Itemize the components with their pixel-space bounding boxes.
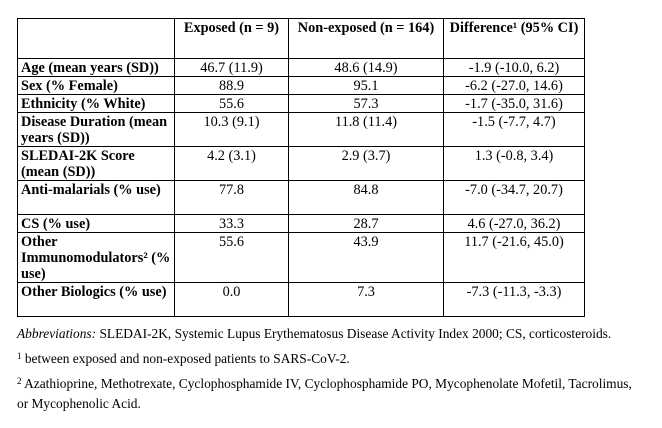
table-row-other-immunomodulators [18, 233, 585, 283]
nonexposed-value: 43.9 [289, 233, 444, 283]
table-row-sex [18, 77, 585, 95]
row-label: Age (mean years (SD)) [18, 59, 175, 77]
table-row-sledai [18, 147, 585, 181]
table-row-other-biologics [18, 283, 585, 317]
exposed-value: 46.7 (11.9) [175, 59, 289, 77]
footnote-1-marker: 1 [17, 351, 22, 361]
abbreviations-label: Abbreviations: [17, 326, 97, 341]
footnote-2-marker: 2 [17, 376, 22, 386]
table-row-age [18, 59, 585, 77]
abbreviations-note [17, 324, 646, 344]
empty-header-cell [18, 19, 175, 59]
exposed-value: 10.3 (9.1) [175, 113, 289, 147]
nonexposed-value: 48.6 (14.9) [289, 59, 444, 77]
difference-value: -6.2 (-27.0, 14.6) [444, 77, 585, 95]
difference-value: -1.5 (-7.7, 4.7) [444, 113, 585, 147]
row-label: SLEDAI-2K Score (mean (SD)) [18, 147, 175, 181]
row-label: Other Immunomodulators² (% use) [18, 233, 175, 283]
exposed-value: 77.8 [175, 181, 289, 215]
table-row-antimalarials [18, 181, 585, 215]
nonexposed-value: 11.8 (11.4) [289, 113, 444, 147]
footnote-1 [17, 349, 646, 369]
exposed-value: 55.6 [175, 95, 289, 113]
difference-value: -1.7 (-35.0, 31.6) [444, 95, 585, 113]
exposed-value: 55.6 [175, 233, 289, 283]
abbreviations-text: SLEDAI-2K, Systemic Lupus Erythematosus Disease Activity Index 2000; CS, corticosteroids. [96, 326, 612, 341]
difference-value: 4.6 (-27.0, 36.2) [444, 215, 585, 233]
nonexposed-value: 57.3 [289, 95, 444, 113]
table-row-disease-duration [18, 113, 585, 147]
footnote-2-text: Azathioprine, Methotrexate, Cyclophosphamide IV, Cyclophosphamide PO, Mycophenolate Mofetil, Tacrolimus, or Mycophenolic Acid. [17, 376, 632, 411]
difference-value: -7.3 (-11.3, -3.3) [444, 283, 585, 317]
exposed-value: 4.2 (3.1) [175, 147, 289, 181]
footnote-1-text: between exposed and non-exposed patients to SARS-CoV-2. [21, 351, 350, 366]
row-label: Other Biologics (% use) [18, 283, 175, 317]
exposed-value: 88.9 [175, 77, 289, 95]
row-label: CS (% use) [18, 215, 175, 233]
difference-value: -7.0 (-34.7, 20.7) [444, 181, 585, 215]
table-header-row [18, 19, 585, 59]
row-label: Disease Duration (mean years (SD)) [18, 113, 175, 147]
nonexposed-value: 7.3 [289, 283, 444, 317]
nonexposed-value: 28.7 [289, 215, 444, 233]
exposed-value: 0.0 [175, 283, 289, 317]
baseline-characteristics-table [17, 18, 585, 317]
row-label: Sex (% Female) [18, 77, 175, 95]
footnote-2 [17, 374, 646, 414]
row-label: Anti-malarials (% use) [18, 181, 175, 215]
table-row-ethnicity [18, 95, 585, 113]
difference-value: 1.3 (-0.8, 3.4) [444, 147, 585, 181]
difference-value: 11.7 (-21.6, 45.0) [444, 233, 585, 283]
nonexposed-value: 95.1 [289, 77, 444, 95]
table-row-cs [18, 215, 585, 233]
col-header-nonexposed: Non-exposed (n = 164) [289, 19, 444, 59]
col-header-difference: Difference¹ (95% CI) [444, 19, 585, 59]
exposed-value: 33.3 [175, 215, 289, 233]
row-label: Ethnicity (% White) [18, 95, 175, 113]
difference-value: -1.9 (-10.0, 6.2) [444, 59, 585, 77]
col-header-exposed: Exposed (n = 9) [175, 19, 289, 59]
nonexposed-value: 2.9 (3.7) [289, 147, 444, 181]
nonexposed-value: 84.8 [289, 181, 444, 215]
